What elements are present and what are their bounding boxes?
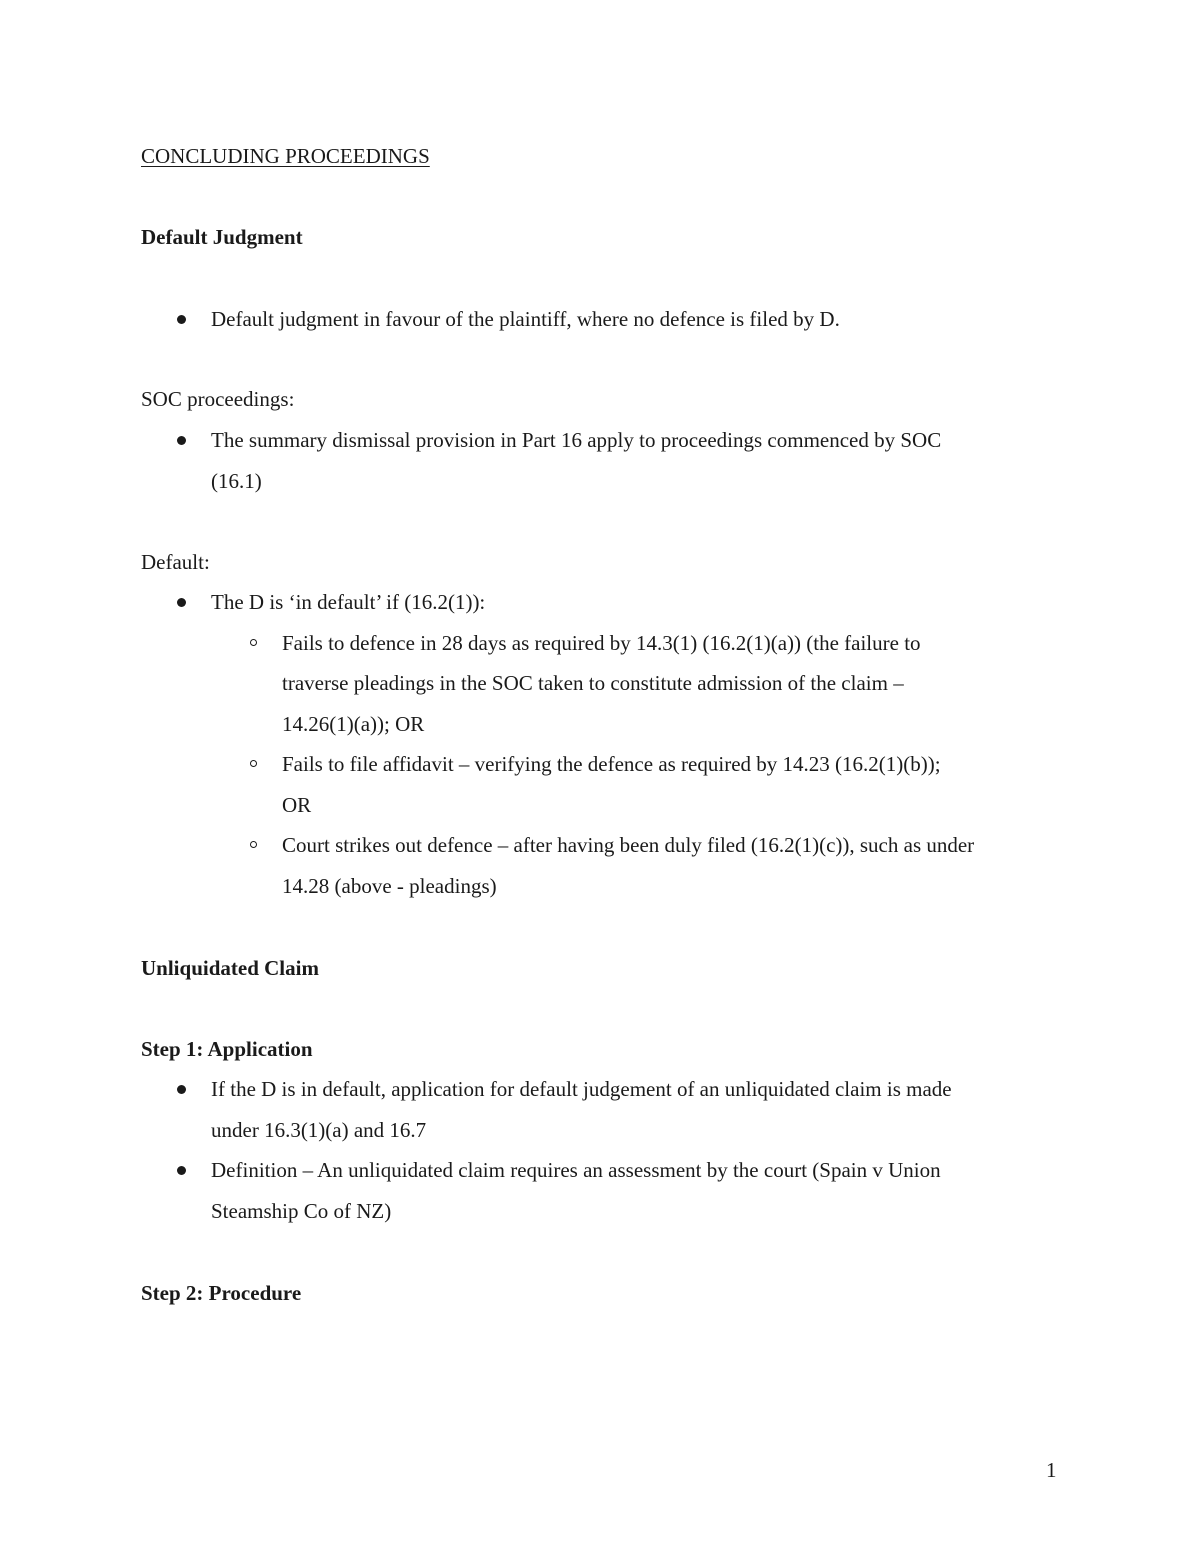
step1-bullets <box>141 1069 1091 1231</box>
soc-bullets <box>141 420 1091 501</box>
list-item-line: (16.1) <box>211 468 262 493</box>
bullet-dot-icon <box>177 1166 186 1175</box>
list-item <box>141 1150 1091 1231</box>
sub-list-item-line: 14.28 (above - pleadings) <box>282 873 497 898</box>
page-number: 1 <box>1046 1458 1057 1482</box>
sub-list-item-line: 14.26(1)(a)); OR <box>282 711 425 736</box>
heading-default-judgment: Default Judgment <box>141 225 303 249</box>
default-bullets <box>141 582 1091 906</box>
bullet-dot-icon <box>177 1085 186 1094</box>
page-title: CONCLUDING PROCEEDINGS <box>141 144 430 168</box>
bullet-dot-icon <box>177 598 186 607</box>
label-soc-proceedings: SOC proceedings: <box>141 387 295 411</box>
sub-list-item <box>211 623 1091 745</box>
heading-step-1: Step 1: Application <box>141 1037 313 1061</box>
list-item-line: Definition – An unliquidated claim requires an assessment by the court (Spain v Union <box>211 1158 941 1182</box>
hollow-bullet-icon <box>250 760 257 767</box>
list-item-line: The D is ‘in default’ if (16.2(1)): <box>211 590 486 614</box>
list-item-line: Steamship Co of NZ) <box>211 1198 392 1223</box>
list-item-line: under 16.3(1)(a) and 16.7 <box>211 1117 427 1142</box>
bullet-dot-icon <box>177 436 186 445</box>
sub-list-item <box>211 825 1091 906</box>
default-judgment-bullets <box>141 299 1091 340</box>
sub-list-item-line: Fails to file affidavit – verifying the defence as required by 14.23 (16.2(1)(b)); <box>282 752 941 776</box>
bullet-dot-icon <box>177 315 186 324</box>
hollow-bullet-icon <box>250 639 257 646</box>
list-item <box>141 299 1091 340</box>
list-item <box>141 420 1091 501</box>
list-item <box>141 582 1091 906</box>
heading-unliquidated-claim: Unliquidated Claim <box>141 956 319 980</box>
sub-list-item-line: Court strikes out defence – after having been duly filed (16.2(1)(c)), such as under <box>282 833 975 857</box>
sub-list-item <box>211 744 1091 825</box>
list-item <box>141 1069 1091 1150</box>
list-item-line: The summary dismissal provision in Part 16 apply to proceedings commenced by SOC <box>211 428 942 452</box>
sub-list-item-line: Fails to defence in 28 days as required by 14.3(1) (16.2(1)(a)) (the failure to <box>282 630 921 655</box>
list-item-line: Default judgment in favour of the plaintiff, where no defence is filed by D. <box>211 307 840 331</box>
label-default: Default: <box>141 550 210 574</box>
sub-list-item-line: OR <box>282 792 312 817</box>
hollow-bullet-icon <box>250 841 257 848</box>
sub-list-item-line: traverse pleadings in the SOC taken to constitute admission of the claim – <box>282 671 904 695</box>
list-item-line: If the D is in default, application for default judgement of an unliquidated claim is made <box>211 1077 952 1101</box>
default-sub-list <box>211 623 1091 907</box>
heading-step-2: Step 2: Procedure <box>141 1281 302 1305</box>
